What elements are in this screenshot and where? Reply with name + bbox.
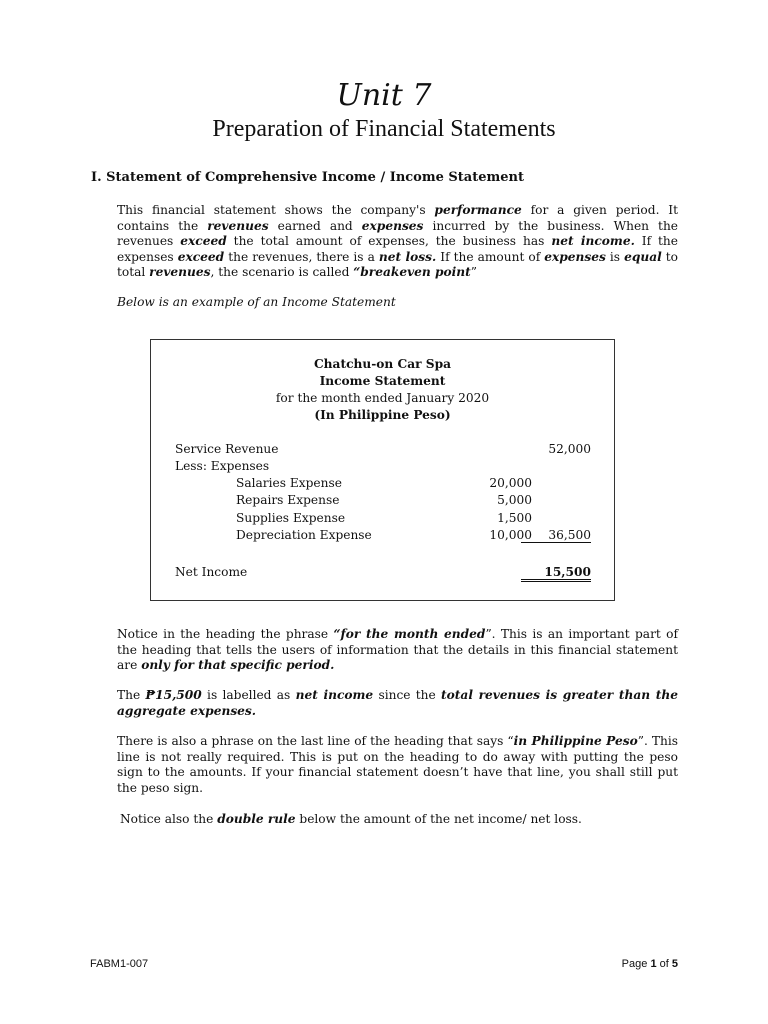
statement-period: for the month ended January 2020 (275, 391, 490, 405)
peso-paragraph: There is also a phrase on the last line of the heading that says “in Philippine Peso”. This line is not really required. This is put on the heading to do away with putting the peso sign to the amounts. If your financial statement doesn’t have that line, you shall still put the peso sign. (117, 734, 678, 795)
expense-label: Repairs Expense (236, 493, 340, 507)
less-expenses-label: Less: Expenses (175, 459, 270, 473)
expense-label: Depreciation Expense (236, 528, 372, 542)
expense-amount: 10,000 (489, 528, 532, 542)
expense-amount: 1,500 (497, 511, 532, 525)
example-caption: Below is an example of an Income Statement (117, 295, 396, 309)
statement-company: Chatchu-on Car Spa (313, 357, 451, 371)
expense-amount: 20,000 (489, 476, 532, 490)
page-title: Preparation of Financial Statements (212, 116, 556, 142)
revenue-amount: 52,000 (548, 442, 591, 456)
statement-currency: (In Philippine Peso) (314, 408, 451, 422)
statement-name: Income Statement (319, 374, 446, 388)
revenue-label: Service Revenue (175, 442, 279, 456)
net-income-label: Net Income (175, 565, 248, 579)
net-income-paragraph: The ₱15,500 is labelled as net income since the total revenues is greater than the aggregate expenses. (117, 688, 678, 718)
document-code: FABM1-007 (90, 958, 149, 970)
revenue-row (151, 442, 614, 459)
section-heading: I. Statement of Comprehensive Income / Income Statement (91, 170, 524, 185)
net-income-row (151, 565, 614, 582)
expense-row (151, 511, 614, 528)
unit-title: Unit 7 (336, 78, 432, 113)
expense-amount: 5,000 (497, 493, 532, 507)
less-expenses-row (151, 459, 614, 476)
expense-label: Salaries Expense (236, 476, 342, 490)
expense-row (151, 476, 614, 493)
net-income-amount: 15,500 (521, 565, 591, 582)
intro-paragraph: This financial statement shows the company's performance for a given period. It contains the revenues earned and expenses incurred by the business. When the revenues exceed the total amount of expenses, the business has net income. If the expenses exceed the revenues, there is a net loss. If the amount of expenses is equal to total revenues, the scenario is called “breakeven point” (117, 203, 679, 280)
total-expenses-amount: 36,500 (521, 528, 591, 543)
notice-heading-paragraph: Notice in the heading the phrase “for the month ended”. This is an important part of the heading that tells the users of information that the details in this financial statement are only for that specific period. (117, 627, 678, 673)
page-number: Page 1 of 5 (621, 958, 678, 970)
expense-row (151, 493, 614, 510)
income-statement-box (150, 339, 615, 601)
double-rule-paragraph: Notice also the double rule below the amount of the net income/ net loss. (120, 812, 582, 826)
expense-label: Supplies Expense (236, 511, 346, 525)
expense-row (151, 528, 614, 545)
